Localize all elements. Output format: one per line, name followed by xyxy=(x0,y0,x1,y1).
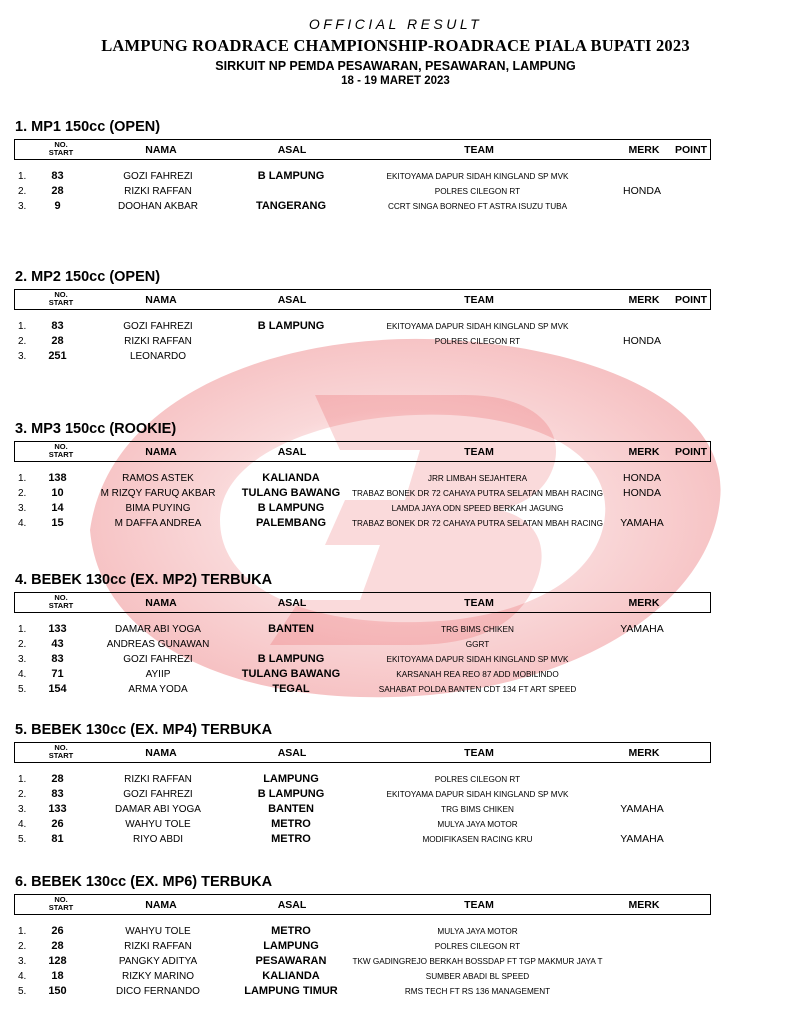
cell-origin: KALIANDA xyxy=(262,472,320,484)
column-header-bar xyxy=(14,139,711,160)
cell-position: 2. xyxy=(18,488,27,499)
cell-rider-name: M RIZQY FARUQ AKBAR xyxy=(100,488,216,499)
result-row xyxy=(0,667,791,682)
cell-team: CCRT SINGA BORNEO FT ASTRA ISUZU TUBA xyxy=(387,202,568,211)
column-start-label: START xyxy=(48,298,74,307)
cell-rider-name: DICO FERNANDO xyxy=(116,986,200,997)
column-team: TEAM xyxy=(464,899,494,911)
cell-origin: LAMPUNG xyxy=(263,940,319,952)
cell-brand: YAMAHA xyxy=(620,517,664,529)
column-no-start xyxy=(41,141,81,157)
section-title: 6. BEBEK 130cc (EX. MP6) TERBUKA xyxy=(15,874,273,890)
cell-rider-name: LEONARDO xyxy=(129,351,187,362)
cell-origin: BANTEN xyxy=(268,623,314,635)
cell-team: SUMBER ABADI BL SPEED xyxy=(425,972,530,981)
cell-rider-name: AYIIP xyxy=(145,669,171,680)
column-point: POINT xyxy=(675,144,708,156)
cell-position: 4. xyxy=(18,971,27,982)
cell-team: LAMDA JAYA ODN SPEED BERKAH JAGUNG xyxy=(391,504,564,513)
cell-start-number: 83 xyxy=(51,653,64,665)
cell-team: TRABAZ BONEK DR 72 CAHAYA PUTRA SELATAN MBAH RACING xyxy=(352,489,603,498)
cell-rider-name: BIMA PUYING xyxy=(125,503,191,514)
column-no-label: NO. xyxy=(54,593,68,602)
cell-origin: METRO xyxy=(271,818,311,830)
cell-brand: HONDA xyxy=(623,487,661,499)
result-row xyxy=(0,637,791,652)
cell-origin: BANTEN xyxy=(268,803,314,815)
cell-position: 4. xyxy=(18,518,27,529)
result-row xyxy=(0,817,791,832)
column-asal: ASAL xyxy=(277,747,307,759)
column-merk: MERK xyxy=(628,747,660,759)
result-row xyxy=(0,334,791,349)
column-team: TEAM xyxy=(464,144,494,156)
cell-start-number: 43 xyxy=(51,638,64,650)
cell-origin: TANGERANG xyxy=(255,200,327,212)
cell-position: 4. xyxy=(18,669,27,680)
result-row xyxy=(0,486,791,501)
cell-start-number: 81 xyxy=(51,833,64,845)
section-title: 3. MP3 150cc (ROOKIE) xyxy=(15,421,177,437)
result-row xyxy=(0,984,791,999)
circuit-name: SIRKUIT NP PEMDA PESAWARAN, PESAWARAN, LAMPUNG xyxy=(215,59,576,73)
column-nama: NAMA xyxy=(145,899,177,911)
cell-start-number: 83 xyxy=(51,320,64,332)
column-no-label: NO. xyxy=(54,140,68,149)
cell-origin: LAMPUNG xyxy=(263,773,319,785)
cell-origin: PESAWARAN xyxy=(255,955,327,967)
cell-start-number: 133 xyxy=(48,623,67,635)
cell-start-number: 28 xyxy=(51,185,64,197)
column-nama: NAMA xyxy=(145,144,177,156)
cell-rider-name: RAMOS ASTEK xyxy=(122,473,194,484)
column-team: TEAM xyxy=(464,597,494,609)
cell-origin: LAMPUNG TIMUR xyxy=(244,985,338,997)
column-merk: MERK xyxy=(628,899,660,911)
cell-team: EKITOYAMA DAPUR SIDAH KINGLAND SP MVK xyxy=(386,322,569,331)
cell-rider-name: WAHYU TOLE xyxy=(125,819,191,830)
cell-origin: METRO xyxy=(271,833,311,845)
cell-start-number: 14 xyxy=(51,502,64,514)
cell-rider-name: GOZI FAHREZI xyxy=(123,171,193,182)
cell-rider-name: DAMAR ABI YOGA xyxy=(115,804,201,815)
cell-origin: TULANG BAWANG xyxy=(241,668,341,680)
cell-rider-name: ANDREAS GUNAWAN xyxy=(106,639,210,650)
column-no-start xyxy=(41,594,81,610)
cell-position: 3. xyxy=(18,654,27,665)
cell-rider-name: M DAFFA ANDREA xyxy=(114,518,202,529)
cell-origin: B LAMPUNG xyxy=(257,320,325,332)
cell-position: 1. xyxy=(18,774,27,785)
cell-start-number: 150 xyxy=(48,985,67,997)
result-row xyxy=(0,516,791,531)
cell-origin: B LAMPUNG xyxy=(257,653,325,665)
cell-rider-name: PANGKY ADITYA xyxy=(118,956,198,967)
result-row xyxy=(0,319,791,334)
result-row xyxy=(0,652,791,667)
cell-team: POLRES CILEGON RT xyxy=(434,775,521,784)
column-start-label: START xyxy=(48,601,74,610)
event-date: 18 - 19 MARET 2023 xyxy=(341,75,450,87)
result-row xyxy=(0,471,791,486)
cell-rider-name: GOZI FAHREZI xyxy=(123,789,193,800)
cell-brand: HONDA xyxy=(623,185,661,197)
cell-team: EKITOYAMA DAPUR SIDAH KINGLAND SP MVK xyxy=(386,172,569,181)
cell-position: 1. xyxy=(18,171,27,182)
cell-position: 3. xyxy=(18,956,27,967)
result-row xyxy=(0,787,791,802)
column-nama: NAMA xyxy=(145,597,177,609)
cell-rider-name: RIZKI RAFFAN xyxy=(124,774,192,785)
cell-start-number: 83 xyxy=(51,170,64,182)
official-result-label: OFFICIAL RESULT xyxy=(308,16,483,32)
cell-position: 5. xyxy=(18,684,27,695)
cell-team: TKW GADINGREJO BERKAH BOSSDAP FT TGP MAKMUR JAYA T xyxy=(352,957,603,966)
column-header-bar xyxy=(14,894,711,915)
result-row xyxy=(0,832,791,847)
section-title: 5. BEBEK 130cc (EX. MP4) TERBUKA xyxy=(15,722,273,738)
cell-origin: KALIANDA xyxy=(262,970,320,982)
result-row xyxy=(0,802,791,817)
cell-team: TRG BIMS CHIKEN xyxy=(441,625,514,634)
section-title: 1. MP1 150cc (OPEN) xyxy=(15,119,161,135)
column-header-bar xyxy=(14,289,711,310)
cell-start-number: 71 xyxy=(51,668,64,680)
column-team: TEAM xyxy=(464,294,494,306)
cell-position: 2. xyxy=(18,336,27,347)
cell-team: KARSANAH REA REO 87 ADD MOBILINDO xyxy=(396,670,559,679)
result-row xyxy=(0,939,791,954)
column-no-start xyxy=(41,896,81,912)
column-merk: MERK xyxy=(628,144,660,156)
result-row xyxy=(0,184,791,199)
column-nama: NAMA xyxy=(145,294,177,306)
result-row xyxy=(0,682,791,697)
cell-position: 2. xyxy=(18,639,27,650)
cell-team: GGRT xyxy=(465,640,490,649)
cell-team: JRR LIMBAH SEJAHTERA xyxy=(427,474,528,483)
cell-origin: TEGAL xyxy=(272,683,310,695)
cell-start-number: 133 xyxy=(48,803,67,815)
section-title: 2. MP2 150cc (OPEN) xyxy=(15,269,161,285)
cell-team: RMS TECH FT RS 136 MANAGEMENT xyxy=(404,987,551,996)
cell-start-number: 83 xyxy=(51,788,64,800)
cell-start-number: 18 xyxy=(51,970,64,982)
cell-origin: PALEMBANG xyxy=(255,517,327,529)
cell-rider-name: WAHYU TOLE xyxy=(125,926,191,937)
cell-origin: B LAMPUNG xyxy=(257,502,325,514)
cell-position: 3. xyxy=(18,201,27,212)
cell-rider-name: RIZKI RAFFAN xyxy=(124,336,192,347)
cell-start-number: 154 xyxy=(48,683,67,695)
column-start-label: START xyxy=(48,450,74,459)
cell-position: 5. xyxy=(18,986,27,997)
column-no-start xyxy=(41,443,81,459)
column-header-bar xyxy=(14,742,711,763)
column-start-label: START xyxy=(48,148,74,157)
column-merk: MERK xyxy=(628,597,660,609)
cell-start-number: 10 xyxy=(51,487,64,499)
cell-rider-name: DOOHAN AKBAR xyxy=(117,201,199,212)
column-start-label: START xyxy=(48,903,74,912)
cell-start-number: 28 xyxy=(51,335,64,347)
column-nama: NAMA xyxy=(145,747,177,759)
cell-team: EKITOYAMA DAPUR SIDAH KINGLAND SP MVK xyxy=(386,655,569,664)
column-asal: ASAL xyxy=(277,597,307,609)
cell-rider-name: RIYO ABDI xyxy=(132,834,183,845)
result-row xyxy=(0,622,791,637)
column-point: POINT xyxy=(675,446,708,458)
cell-start-number: 9 xyxy=(54,200,61,212)
result-row xyxy=(0,199,791,214)
column-start-label: START xyxy=(48,751,74,760)
cell-team: POLRES CILEGON RT xyxy=(434,942,521,951)
column-no-label: NO. xyxy=(54,290,68,299)
column-team: TEAM xyxy=(464,747,494,759)
cell-position: 3. xyxy=(18,351,27,362)
cell-position: 3. xyxy=(18,503,27,514)
column-asal: ASAL xyxy=(277,144,307,156)
result-row xyxy=(0,924,791,939)
cell-origin: B LAMPUNG xyxy=(257,788,325,800)
cell-rider-name: GOZI FAHREZI xyxy=(123,654,193,665)
column-no-start xyxy=(41,744,81,760)
cell-origin: B LAMPUNG xyxy=(257,170,325,182)
cell-position: 5. xyxy=(18,834,27,845)
cell-position: 1. xyxy=(18,473,27,484)
cell-brand: YAMAHA xyxy=(620,803,664,815)
cell-position: 4. xyxy=(18,819,27,830)
cell-position: 2. xyxy=(18,789,27,800)
result-row xyxy=(0,349,791,364)
cell-team: POLRES CILEGON RT xyxy=(434,187,521,196)
cell-team: MODIFIKASEN RACING KRU xyxy=(422,835,533,844)
result-row xyxy=(0,969,791,984)
cell-start-number: 251 xyxy=(48,350,67,362)
cell-brand: HONDA xyxy=(623,335,661,347)
result-row xyxy=(0,772,791,787)
column-merk: MERK xyxy=(628,446,660,458)
column-header-bar xyxy=(14,592,711,613)
column-no-label: NO. xyxy=(54,442,68,451)
cell-brand: YAMAHA xyxy=(620,833,664,845)
result-row xyxy=(0,501,791,516)
cell-start-number: 28 xyxy=(51,940,64,952)
cell-rider-name: ARMA YODA xyxy=(128,684,188,695)
cell-start-number: 15 xyxy=(51,517,64,529)
cell-position: 3. xyxy=(18,804,27,815)
cell-team: POLRES CILEGON RT xyxy=(434,337,521,346)
result-row xyxy=(0,169,791,184)
cell-rider-name: RIZKY MARINO xyxy=(121,971,195,982)
result-row xyxy=(0,954,791,969)
cell-brand: YAMAHA xyxy=(620,623,664,635)
column-asal: ASAL xyxy=(277,446,307,458)
section-title: 4. BEBEK 130cc (EX. MP2) TERBUKA xyxy=(15,572,273,588)
cell-team: MULYA JAYA MOTOR xyxy=(437,820,518,829)
cell-position: 2. xyxy=(18,186,27,197)
cell-rider-name: RIZKI RAFFAN xyxy=(124,941,192,952)
cell-start-number: 128 xyxy=(48,955,67,967)
cell-team: TRG BIMS CHIKEN xyxy=(441,805,514,814)
championship-title: LAMPUNG ROADRACE CHAMPIONSHIP-ROADRACE PIALA BUPATI 2023 xyxy=(101,36,690,55)
cell-start-number: 26 xyxy=(51,925,64,937)
cell-team: TRABAZ BONEK DR 72 CAHAYA PUTRA SELATAN MBAH RACING xyxy=(352,519,603,528)
cell-rider-name: DAMAR ABI YOGA xyxy=(115,624,201,635)
cell-start-number: 28 xyxy=(51,773,64,785)
cell-rider-name: RIZKI RAFFAN xyxy=(124,186,192,197)
column-point: POINT xyxy=(675,294,708,306)
cell-start-number: 26 xyxy=(51,818,64,830)
column-nama: NAMA xyxy=(145,446,177,458)
cell-rider-name: GOZI FAHREZI xyxy=(123,321,193,332)
cell-brand: HONDA xyxy=(623,472,661,484)
column-asal: ASAL xyxy=(277,899,307,911)
cell-origin: METRO xyxy=(271,925,311,937)
cell-position: 1. xyxy=(18,624,27,635)
column-asal: ASAL xyxy=(277,294,307,306)
cell-position: 1. xyxy=(18,926,27,937)
column-no-label: NO. xyxy=(54,895,68,904)
cell-team: EKITOYAMA DAPUR SIDAH KINGLAND SP MVK xyxy=(386,790,569,799)
column-team: TEAM xyxy=(464,446,494,458)
column-merk: MERK xyxy=(628,294,660,306)
cell-team: MULYA JAYA MOTOR xyxy=(437,927,518,936)
column-no-start xyxy=(41,291,81,307)
cell-start-number: 138 xyxy=(48,472,67,484)
column-no-label: NO. xyxy=(54,743,68,752)
column-header-bar xyxy=(14,441,711,462)
cell-origin: TULANG BAWANG xyxy=(241,487,341,499)
cell-team: SAHABAT POLDA BANTEN CDT 134 FT ART SPEED xyxy=(378,685,577,694)
cell-position: 2. xyxy=(18,941,27,952)
cell-position: 1. xyxy=(18,321,27,332)
